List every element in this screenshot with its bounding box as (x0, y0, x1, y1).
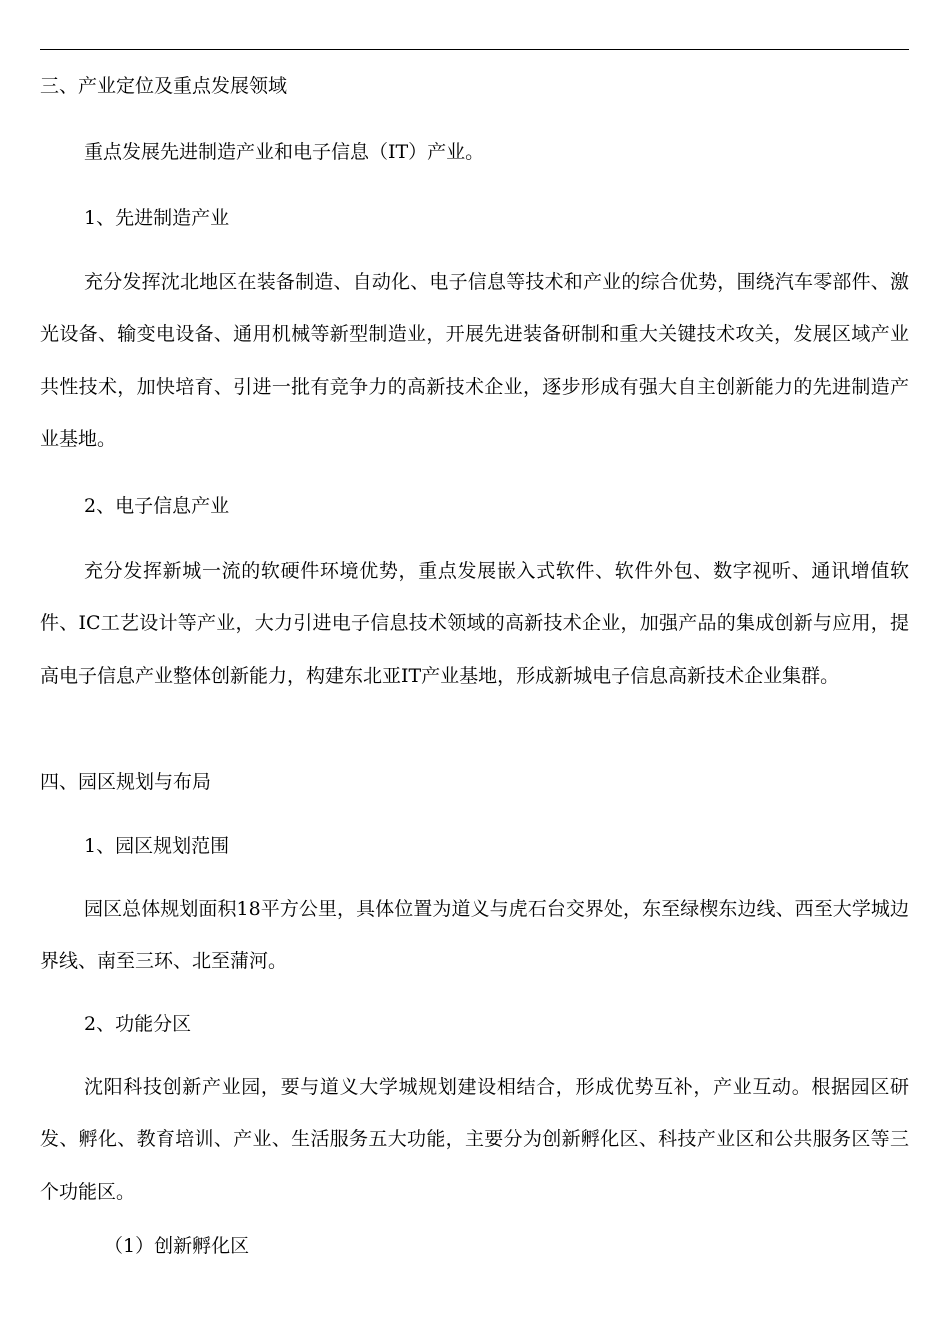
subsection-heading-advanced-manufacturing: 1、先进制造产业 (84, 207, 230, 229)
header-rule (40, 49, 909, 50)
paragraph-electronic-info: 充分发挥新城一流的软硬件环境优势，重点发展嵌入式软件、软件外包、数字视听、通讯增值软件、IC工艺设计等产业，大力引进电子信息技术领域的高新技术企业，加强产品的集成创新与应用，提高电子信息产业整体创新能力，构建东北亚IT产业基地，形成新城电子信息高新技术企业集群。 (40, 560, 909, 687)
subsection-heading-electronic-info: 2、电子信息产业 (84, 495, 230, 517)
paragraph-advanced-manufacturing: 充分发挥沈北地区在装备制造、自动化、电子信息等技术和产业的综合优势，围绕汽车零部件、激光设备、输变电设备、通用机械等新型制造业，开展先进装备研制和重大关键技术攻关，发展区域产业共性技术，加快培育、引进一批有竞争力的高新技术企业，逐步形成有强大自主创新能力的先进制造产业基地。 (40, 271, 909, 450)
section-intro: 重点发展先进制造产业和电子信息（IT）产业。 (84, 141, 485, 163)
subsection-heading-planning-scope: 1、园区规划范围 (84, 835, 230, 857)
section-heading-3: 三、产业定位及重点发展领域 (40, 75, 288, 97)
subsection-heading-functional-zones: 2、功能分区 (84, 1013, 192, 1035)
paragraph-planning-scope: 园区总体规划面积18平方公里，具体位置为道义与虎石台交界处，东至绿楔东边线、西至大学城边界线、南至三环、北至蒲河。 (40, 898, 909, 973)
paragraph-functional-zones: 沈阳科技创新产业园，要与道义大学城规划建设相结合，形成优势互补，产业互动。根据园区研发、孵化、教育培训、产业、生活服务五大功能，主要分为创新孵化区、科技产业区和公共服务区等三个功能区。 (40, 1076, 909, 1203)
section-heading-4: 四、园区规划与布局 (40, 771, 212, 793)
item-heading-incubation-zone: （1）创新孵化区 (104, 1235, 250, 1257)
